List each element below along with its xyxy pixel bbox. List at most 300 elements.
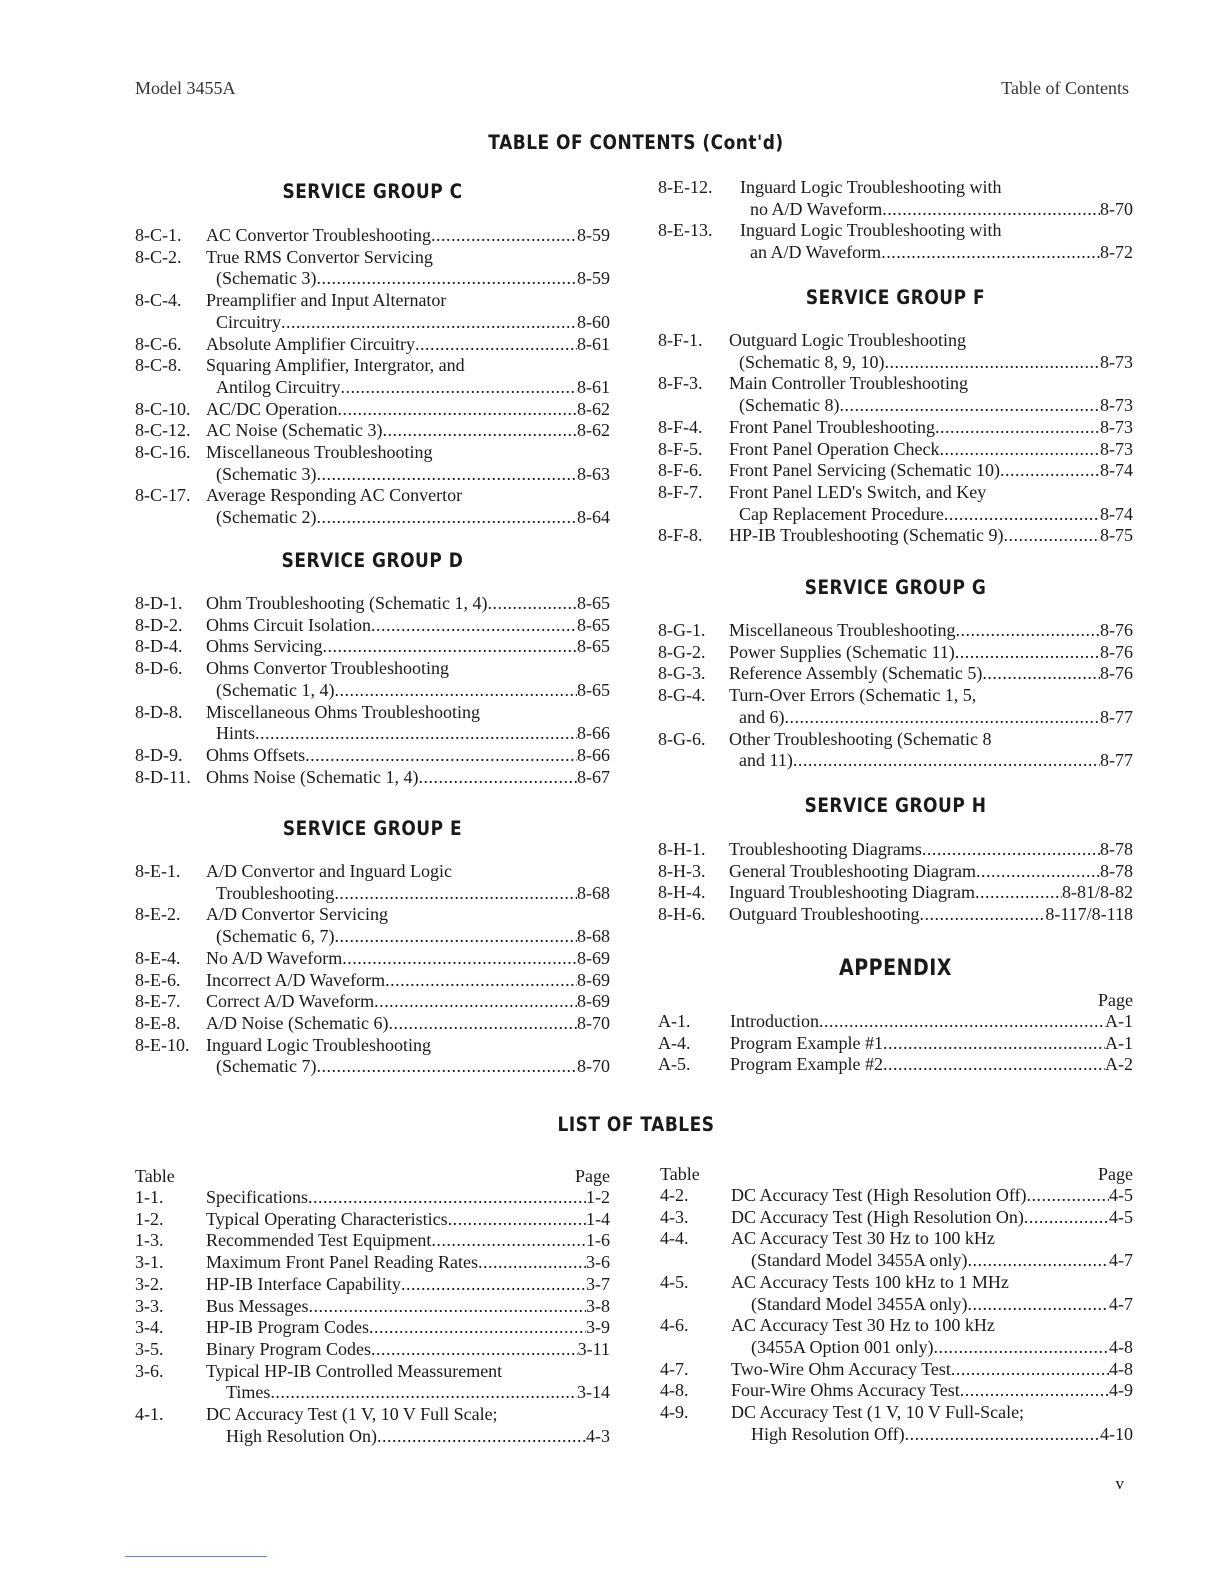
toc-entry [135,1209,610,1231]
toc-entry [660,1207,1133,1229]
entry-body [729,373,1133,416]
dot-leader [939,439,1100,461]
toc-entry [658,1054,1133,1076]
entry-page: 8-73 [1100,395,1133,416]
entry-number: 8-F-5. [658,438,703,459]
tables-right-list [660,1185,1133,1445]
entry-title-line: Inguard Logic Troubleshooting with [740,177,1002,197]
toc-entry [658,439,1133,461]
entry-page: 3-6 [586,1252,610,1273]
entry-page: 8-69 [577,969,610,990]
dot-leader [975,882,1062,904]
appendix-title: APPENDIX [839,955,952,981]
entry-title-line: Bus Messages [206,1295,309,1316]
entry-title-line: Reference Assembly (Schematic 5) [729,663,983,684]
entry-number: 8-E-8. [135,1012,181,1033]
entry-title-line: Preamplifier and Input Alternator [206,290,447,311]
entry-number: 8-F-8. [658,525,703,546]
dot-leader [922,839,1100,861]
toc-entry [660,1402,1133,1445]
dot-leader [883,1054,1105,1076]
entry-number: A-5. [658,1054,691,1075]
dot-leader [956,620,1100,642]
entry-title-line: DC Accuracy Test (High Resolution Off) [731,1185,1027,1205]
toc-entry [658,642,1133,664]
entry-title-line: Ohms Offsets [206,744,306,765]
entry-title-line: (Schematic 6, 7) [216,926,335,947]
entry-title-line: General Troubleshooting Diagram [729,860,976,881]
group-e-list [135,861,610,1078]
toc-entry [660,1380,1133,1402]
entry-title-line: Specifications [206,1187,308,1207]
entry-page: 8-62 [577,420,610,441]
entry-number: 8-G-4. [658,685,706,706]
tables-left-header [135,1165,610,1187]
group-d-list [135,593,610,788]
toc-entry [660,1272,1133,1315]
dot-leader [334,883,577,905]
entry-title-line: Ohms Noise (Schematic 1, 4) [206,766,419,787]
entry-number: 8-E-13. [658,220,713,241]
entry-page: 8-61 [577,333,610,354]
dot-leader [955,642,1100,664]
dot-leader [371,615,577,637]
dot-leader [385,970,577,992]
entry-title-line: Circuitry [216,311,281,332]
entry-number: 8-C-8. [135,355,182,376]
entry-number: 1-3. [135,1230,164,1251]
entry-title-line: Times [226,1382,271,1403]
entry-page: 8-73 [1100,438,1133,459]
entry-body [206,1209,610,1231]
entry-title-line: (Schematic 8) [739,395,840,416]
entry-page: 8-59 [577,268,610,289]
entry-title-line: DC Accuracy Test (1 V, 10 V Full Scale; [206,1404,498,1425]
entry-body [731,1272,1133,1315]
entry-page: 1-4 [586,1208,610,1229]
entry-page: 4-9 [1109,1380,1133,1401]
entry-page: 8-59 [577,225,610,245]
entry-number: 1-1. [135,1187,164,1207]
entry-title-line: Two-Wire Ohm Accuracy Test [731,1358,951,1379]
entry-title-line: A/D Convertor and Inguard Logic [206,861,452,881]
entry-page: 8-76 [1100,620,1133,640]
entry-title-line: No A/D Waveform [206,947,343,968]
toc-entry [135,861,610,904]
dot-leader [884,352,1100,374]
header-model: Model 3455A [135,78,236,98]
entry-body [206,1013,610,1035]
toc-entry [658,373,1133,416]
entry-number: A-4. [658,1032,691,1053]
entry-body [206,904,610,947]
entry-body [729,839,1133,861]
entry-page: 8-63 [577,463,610,484]
dot-leader [920,904,1046,926]
entry-title-line: no A/D Waveform [750,198,883,219]
entry-page: 4-5 [1109,1206,1133,1227]
entry-page: A-1 [1105,1032,1133,1053]
dot-leader [1004,525,1101,547]
entry-number: 8-E-2. [135,904,181,925]
entry-body [729,330,1133,373]
entry-title-line: High Resolution Off) [751,1423,905,1444]
dot-leader [388,1013,577,1035]
toc-entry [658,330,1133,373]
entry-title-line: Ohms Servicing [206,636,323,657]
entry-body [206,1404,610,1447]
tables-left-list [135,1187,610,1447]
toc-entry [135,615,610,637]
dot-leader [982,663,1100,685]
entry-body [730,1011,1133,1033]
entry-number: 8-G-1. [658,620,706,640]
entry-number: 8-G-2. [658,641,706,662]
dot-leader [1000,460,1100,482]
entry-title-line: Introduction [730,1011,819,1031]
entry-page: 8-73 [1100,416,1133,437]
entry-title-line: Troubleshooting [216,882,335,903]
entry-page: 3-9 [586,1317,610,1338]
entry-number: 4-7. [660,1358,689,1379]
dot-leader [967,1250,1109,1272]
entry-title-line: Main Controller Troubleshooting [729,373,969,394]
entry-page: 8-69 [577,991,610,1012]
entry-title-line: an A/D Waveform [750,242,882,263]
footer-rule [125,1556,267,1557]
entry-title-line: Typical Operating Characteristics [206,1208,448,1229]
dot-leader [342,948,577,970]
toc-entry [135,1361,610,1404]
appendix-list [658,1011,1133,1076]
entry-title-line: Ohms Circuit Isolation [206,614,371,635]
entry-number: 8-C-1. [135,225,182,245]
entry-title-line: (Standard Model 3455A only) [751,1250,968,1271]
entry-page: 8-72 [1100,242,1133,263]
entry-title-line: Power Supplies (Schematic 11) [729,641,955,662]
entry-title-line: HP-IB Interface Capability [206,1273,401,1294]
entry-number: 8-G-6. [658,728,706,749]
entry-page: 4-10 [1100,1423,1133,1444]
entry-title-line: Inguard Troubleshooting Diagram [729,882,975,903]
entry-body [206,991,610,1013]
entry-page: 4-8 [1109,1358,1133,1379]
entry-title-line: AC Noise (Schematic 3) [206,420,383,441]
toc-entry [658,482,1133,525]
dot-leader [316,464,577,486]
entry-title-line: AC Accuracy Tests 100 kHz to 1 MHz [731,1271,1009,1292]
entry-body [729,620,1133,642]
entry-page: 8-66 [577,744,610,765]
entry-title-line: Cap Replacement Procedure [739,503,944,524]
entry-title-line: Front Panel LED's Switch, and Key [729,481,987,502]
dot-leader [374,991,577,1013]
toc-entry [658,220,1133,263]
toc-entry [135,904,610,947]
entry-page: 8-73 [1100,351,1133,372]
dot-leader [431,1230,586,1252]
entry-page: 4-8 [1109,1336,1133,1357]
entry-title-line: HP-IB Troubleshooting (Schematic 9) [729,525,1004,546]
entry-page: 4-3 [586,1425,610,1446]
dot-leader [270,1382,577,1404]
page-label: Page [575,1166,610,1186]
toc-entry [135,767,610,789]
entry-body [206,1361,610,1404]
toc-entry [658,177,1133,220]
dot-leader [337,399,577,421]
dot-leader [1027,1185,1109,1207]
dot-leader [793,750,1100,772]
entry-page: 8-65 [577,614,610,635]
entry-title-line: Outguard Troubleshooting [729,904,920,925]
entry-number: 8-G-3. [658,663,706,684]
entry-number: 8-C-12. [135,420,191,441]
page-label: Page [1098,1164,1133,1184]
tables-right-block [660,1163,1133,1445]
entry-number: 8-F-7. [658,481,703,502]
entry-title-line: and 11) [739,750,793,771]
entry-title-line: Antilog Circuitry [216,376,341,397]
entry-body [731,1380,1133,1402]
entry-body [729,904,1133,926]
entry-title-line: Front Panel Troubleshooting [729,416,936,437]
entry-body [206,615,610,637]
entry-number: 8-H-1. [658,839,706,859]
entry-title-line: Program Example #2 [730,1054,883,1075]
entry-number: 4-1. [135,1404,164,1425]
entry-number: 8-D-4. [135,636,183,657]
entry-page: 8-65 [577,679,610,700]
dot-leader [415,334,577,356]
dot-leader [839,395,1100,417]
entry-body [206,658,610,701]
entry-body [729,663,1133,685]
entry-page: 8-77 [1100,706,1133,727]
entry-page: 4-5 [1109,1185,1133,1205]
entry-page: 8-61 [577,376,610,397]
entry-title-line: Incorrect A/D Waveform [206,969,386,990]
entry-title-line: Squaring Amplifier, Intergrator, and [206,355,465,376]
entry-page: 8-69 [577,947,610,968]
entry-body [206,399,610,421]
group-g-title: SERVICE GROUP G [804,576,987,600]
dot-leader [881,242,1100,264]
entry-number: 8-H-6. [658,904,706,925]
dot-leader [316,1056,577,1078]
entry-body [206,355,610,398]
entry-number: 8-E-1. [135,861,181,881]
entry-page: 8-65 [577,593,610,613]
entry-number: 8-D-6. [135,658,183,679]
entry-page: 3-7 [586,1273,610,1294]
entry-page: 8-66 [577,723,610,744]
toc-entry [658,417,1133,439]
toc-entry [135,1274,610,1296]
entry-title-line: AC Accuracy Test 30 Hz to 100 kHz [731,1228,995,1249]
entry-title-line: High Resolution On) [226,1425,377,1446]
dot-leader [960,1380,1109,1402]
dot-leader [1024,1207,1109,1229]
page-title: TABLE OF CONTENTS (Cont'd) [488,131,784,155]
toc-entry [660,1228,1133,1271]
dot-leader [382,420,577,442]
entry-number: 8-E-7. [135,991,181,1012]
dot-leader [448,1209,586,1231]
entry-body [731,1228,1133,1271]
dot-leader [309,1296,587,1318]
entry-body [731,1185,1133,1207]
toc-entry [135,442,610,485]
dot-leader [819,1011,1105,1033]
entry-title-line: Maximum Front Panel Reading Rates [206,1252,478,1273]
entry-title-line: (Schematic 3) [216,268,317,289]
entry-title-line: Ohms Convertor Troubleshooting [206,658,450,679]
toc-entry [658,1011,1133,1033]
group-d-title: SERVICE GROUP D [281,549,464,573]
entry-number: 8-C-17. [135,485,191,506]
entry-body [206,767,610,789]
toc-entry [135,399,610,421]
entry-number: 8-C-4. [135,290,182,311]
dot-leader [305,745,577,767]
entry-body [729,482,1133,525]
group-f-list [658,330,1133,547]
toc-entry [135,745,610,767]
entry-title-line: (Schematic 1, 4) [216,679,335,700]
entry-title-line: DC Accuracy Test (1 V, 10 V Full-Scale; [731,1402,1025,1423]
entry-title-line: Miscellaneous Troubleshooting [206,442,433,463]
toc-entry [135,1339,610,1361]
entry-body [206,420,610,442]
toc-entry [658,525,1133,547]
entry-number: 4-2. [660,1185,689,1205]
tables-left-block [135,1165,610,1447]
group-f-title: SERVICE GROUP F [805,286,986,310]
table-label: Table [135,1166,175,1186]
toc-entry [135,247,610,290]
dot-leader [369,1317,586,1339]
entry-page: 1-2 [586,1187,610,1207]
entry-page: 8-70 [577,1012,610,1033]
entry-number: 3-4. [135,1317,164,1338]
entry-number: 4-3. [660,1206,689,1227]
toc-entry [135,1317,610,1339]
entry-body [206,593,610,615]
toc-entry [658,839,1133,861]
entry-body [731,1359,1133,1381]
entry-page: 4-7 [1109,1293,1133,1314]
entry-page: 8-68 [577,882,610,903]
entry-number: 8-D-11. [135,766,191,787]
toc-entry [135,970,610,992]
entry-number: 8-E-10. [135,1034,190,1055]
entry-number: 8-E-6. [135,969,181,990]
group-g-list [658,620,1133,772]
entry-number: 8-F-1. [658,330,703,350]
entry-title-line: A/D Noise (Schematic 6) [206,1012,389,1033]
group-c-title: SERVICE GROUP C [282,180,463,204]
dot-leader [418,767,577,789]
toc-entry [658,663,1133,685]
appendix-block [658,989,1133,1076]
dot-leader [377,1426,586,1448]
toc-entry [658,904,1133,926]
entry-title-line: AC/DC Operation [206,398,338,419]
toc-entry [135,1252,610,1274]
entry-title-line: Front Panel Operation Check [729,438,940,459]
entry-number: 3-3. [135,1295,164,1316]
entry-title-line: Binary Program Codes [206,1338,371,1359]
entry-number: 4-6. [660,1315,689,1336]
entry-page: 8-78 [1100,839,1133,859]
entry-number: 4-4. [660,1228,689,1249]
entry-title-line: HP-IB Program Codes [206,1317,369,1338]
entry-title-line: (3455A Option 001 only) [751,1336,934,1357]
toc-entry [660,1359,1133,1381]
toc-entry [135,1013,610,1035]
toc-entry [135,355,610,398]
entry-page: 8-70 [1100,198,1133,219]
entry-number: 8-C-10. [135,398,191,419]
entry-body [206,334,610,356]
entry-number: 1-2. [135,1208,164,1229]
entry-page: 8-74 [1100,460,1133,481]
toc-entry [660,1315,1133,1358]
entry-title-line: and 6) [739,706,785,727]
entry-body [729,729,1133,772]
entry-number: 8-F-3. [658,373,703,394]
entry-page: 1-6 [586,1230,610,1251]
entry-page: 8-75 [1100,525,1133,546]
entry-page: 8-81/8-82 [1062,882,1133,903]
entry-page: 8-76 [1100,663,1133,684]
entry-body [206,485,610,528]
entry-page: 8-68 [577,926,610,947]
toc-entry [660,1185,1133,1207]
group-c-list [135,225,610,529]
toc-entry [135,334,610,356]
entry-body [206,702,610,745]
entry-body [730,1033,1133,1055]
dot-leader [935,417,1100,439]
entry-title-line: Troubleshooting Diagrams [729,839,922,859]
entry-body [206,1317,610,1339]
dot-leader [478,1252,586,1274]
dot-leader [308,1187,586,1209]
entry-title-line: DC Accuracy Test (High Resolution On) [731,1206,1024,1227]
entry-number: 8-E-4. [135,947,181,968]
entry-number: 8-C-16. [135,442,191,463]
entry-body [206,1230,610,1252]
dot-leader [316,507,577,529]
entry-page: 8-70 [577,1056,610,1077]
toc-entry [135,290,610,333]
entry-number: 8-D-2. [135,614,183,635]
entry-title-line: Inguard Logic Troubleshooting with [740,220,1002,241]
entry-page: 8-62 [577,398,610,419]
entry-page: 8-64 [577,507,610,528]
entry-number: 4-5. [660,1271,689,1292]
dot-leader [371,1339,578,1361]
toc-entry [135,702,610,745]
toc-entry [658,882,1133,904]
entry-body [740,220,1133,263]
entry-body [729,685,1133,728]
toc-entry [658,460,1133,482]
entry-title-line: Other Troubleshooting (Schematic 8 [729,728,992,749]
entry-title-line: Ohm Troubleshooting (Schematic 1, 4) [206,593,488,613]
